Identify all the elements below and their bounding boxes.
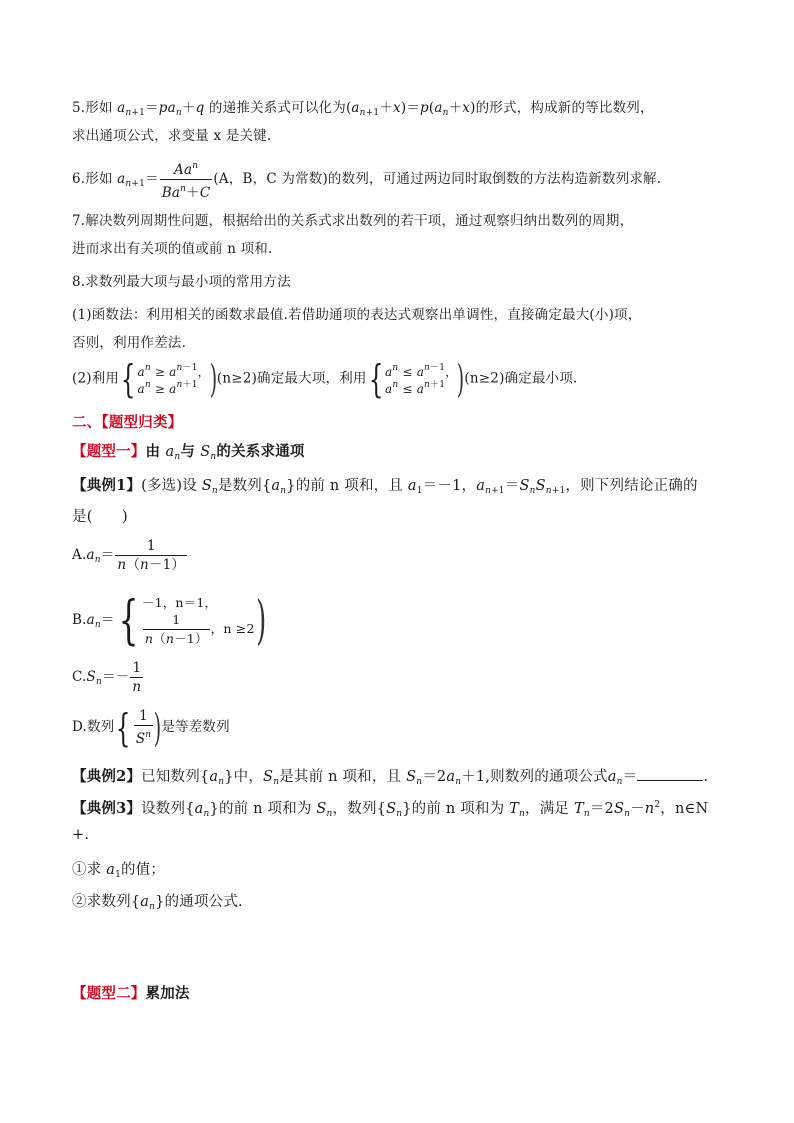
example-3-line-2: +. xyxy=(72,827,90,843)
system-min: $a^n \le a^{n-1}$， $a^n \le a^{n+1}$ xyxy=(385,363,458,396)
option-b: $B.a_n=\{ -1$，n＝1， $\frac{1}{n(n-1)}$ ，n ≥2) xyxy=(72,590,266,651)
example-3-line-1: 【典例3】设数列$\{a_n\}$的前 n 项和为 $S_n$，数列$\{S_n\}$的前 n 项和为 $T_n$，满足 $T_n=2S_n-n^2$，n∈N xyxy=(72,800,709,819)
item-8-1-line-2: 否则，利用作差法. xyxy=(72,335,187,351)
type-1-heading: 【题型一】由 $a_n$与 $S_n$的关系求通项 xyxy=(72,443,305,462)
option-c: $C.S_n=-$ $\frac{1}{n}$ xyxy=(72,660,142,695)
answer-blank[interactable] xyxy=(637,768,703,781)
item-6: 6.形如 $a_{n+1}=$ $\frac{Aa^n}{Ba^n+C}$ (A，B，C 为常数)的数列，可通过两边同时取倒数的方法构造新数列求解. xyxy=(72,158,661,201)
item-8-title: 8.求数列最大项与最小项的常用方法 xyxy=(72,274,291,290)
fraction-recurrence: $\frac{Aa^n}{Ba^n+C}$ xyxy=(160,158,213,201)
option-d: D.数列{ $\frac{1}{S^n}$ )是等差数列 xyxy=(72,705,230,750)
example-3-question-2: ②求数列$\{a_n\}$的通项公式. xyxy=(72,894,243,912)
item-7-line-2: 进而求出有关项的值或前 n 项和. xyxy=(72,241,273,257)
example-3-question-1: ①求 $a_1$的值； xyxy=(72,862,166,880)
example-2: 【典例2】已知数列$\{a_n\}$中，$S_n$是其前 n 项和，且 $S_n=2a_n+1$,则数列的通项公式$a_n=$ . xyxy=(72,768,709,787)
type-2-heading: 【题型二】累加法 xyxy=(72,985,190,1002)
example-1-line-2: 是( ) xyxy=(72,509,128,525)
item-5-line-1: 5.形如 $a_{n+1}=pa_n+q$ 的递推关系式可以化为$(a_{n+1}+x)=p(a_n+x)$的形式，构成新的等比数列， xyxy=(72,100,654,118)
item-8-1-line-1: (1)函数法：利用相关的函数求最值.若借助通项的表达式观察出单调性，直接确定最大(小)项， xyxy=(72,307,642,323)
example-1-line-1: 【典例1】(多选)设 $S_n$是数列$\{a_n\}$的前 n 项和，且 $a_1=-1$，$a_{n+1}=S_nS_{n+1}$，则下列结论正确的 xyxy=(72,477,698,496)
section-heading: 二、【题型归类】 xyxy=(72,414,183,431)
system-max: $a^n \ge a^{n-1}$， $a^n \ge a^{n+1}$ xyxy=(137,363,210,396)
item-7-line-1: 7.解决数列周期性问题，根据给出的关系式求出数列的若干项，通过观察归纳出数列的周期， xyxy=(72,213,634,229)
item-8-2: (2)利用{ $a^n \ge a^{n-1}$， $a^n \ge a^{n+1}$ )(n≥2)确定最大项，利用{ $a^n \le a^{n-1}$， $a^n \le a^{n+1}$ )(n≥2)确定最小项. xyxy=(72,357,578,401)
option-a: $A.a_n=$ $\frac{1}{n(n-1)}$ xyxy=(72,538,186,573)
item-5-line-2: 求出通项公式，求变量 x 是关键. xyxy=(72,128,272,144)
